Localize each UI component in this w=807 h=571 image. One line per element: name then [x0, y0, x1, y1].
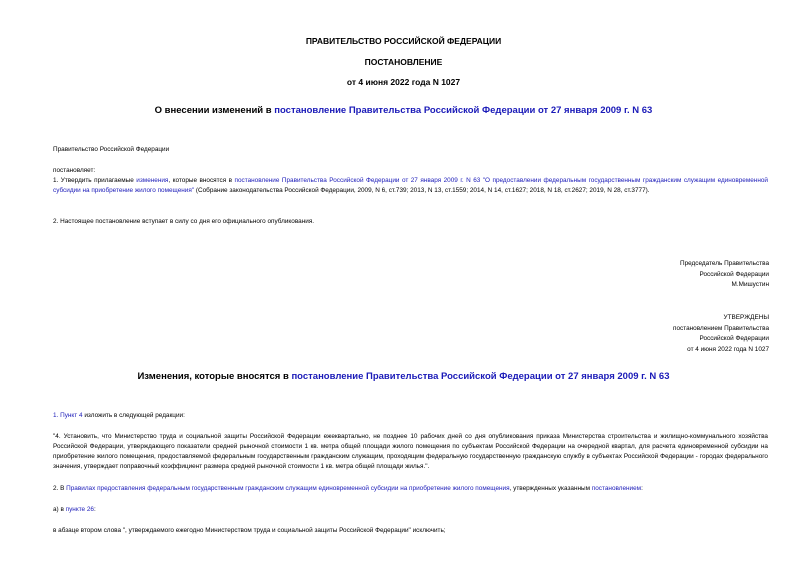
point-26-link[interactable]: пункте 26 [65, 506, 94, 513]
change-2-line [53, 484, 753, 494]
item-1-text-b: , которые вносятся в [168, 177, 235, 184]
changes-title [0, 371, 807, 382]
document-title [0, 105, 807, 116]
signature-name: М.Мишустин [731, 281, 769, 288]
decides-line: постановляет: [53, 167, 96, 174]
item-2-paragraph: 2. Настоящее постановление вступает в силу со дня его официального опубликования. [53, 218, 315, 225]
sub-a-amendment: в абзаце втором слова ", утверждаемого ежегодно Министерством труда и социальной защиты Российской Федерации" исключить; [53, 527, 446, 534]
change-1-line [53, 411, 185, 421]
approval-date: от 4 июня 2022 года N 1027 [687, 345, 769, 353]
title-link[interactable]: постановление Правительства Российской Федерации от 27 января 2009 г. N 63 [274, 105, 653, 116]
resolution-link[interactable]: постановлением [591, 485, 642, 492]
approval-line-2: постановлением Правительства [673, 324, 769, 332]
item-1-text-c: (Собрание законодательства Российской Федерации, 2009, N 6, ст.739; 2013, N 13, ст.1559; 2014, N 14, ст.1627; 2018, N 18, ст.2627; 2019, N 28, ст.3777). [194, 187, 650, 194]
doc-type-heading: ПОСТАНОВЛЕНИЕ [364, 57, 443, 67]
approval-line-3: Российской Федерации [699, 335, 769, 342]
resolution-63-link[interactable]: постановление Правительства Российской Федерации от 27 января 2009 г. N 63 "О предоставлении федеральным государственным гражданским служащим единовременной субсидии на приобретение жилого помещения" [53, 177, 768, 194]
sub-a-text-a: а) в [53, 506, 66, 513]
point-4-quote: "4. Установить, что Министерство труда и социальной защиты Российской Федерации ежеквартально, не позднее 10 рабочих дней со дня опубликования приказа Министерства строительства и жилищно-коммунального хозяйства Российской Федерации, утверждающего показатели средней рыночной стоимости 1 кв. метра общей площади жилого помещения по субъектам Российской Федерации на очередной квартал, для расчета единовременной субсидии на приобретение жилого помещения, предоставляемой федеральным государственным гражданским служащим, проходящим федеральную государственную гражданскую службу в субъектах Российской Федерации - городах федерального значения, утверждает поправочный коэффициент размера средней рыночной стоимости 1 кв. метра общей площади жилья.". [53, 433, 768, 470]
approval-heading: УТВЕРЖДЕНЫ [723, 314, 769, 321]
change-1-number: 1. [53, 412, 61, 419]
signature-position: Председатель Правительства [680, 260, 769, 267]
item-1-paragraph [27, 176, 768, 196]
changes-link[interactable]: изменения [136, 177, 169, 184]
point-4-link[interactable]: Пункт 4 [60, 412, 83, 419]
sub-a-text-b: : [94, 506, 96, 513]
doc-date: от 4 июня 2022 года N 1027 [346, 77, 461, 87]
issuer-line: Правительство Российской Федерации [53, 146, 170, 153]
change-2-text-a: 2. В [53, 485, 67, 492]
government-header: ПРАВИТЕЛЬСТВО РОССИЙСКОЙ ФЕДЕРАЦИИ [305, 36, 502, 46]
change-2-text-b: , утвержденных указанным [509, 485, 592, 492]
rules-link[interactable]: Правилах предоставления федеральным государственным гражданским служащим единовременной субсидии на приобретение жилого помещения [66, 485, 510, 492]
item-1-text-a: 1. Утвердить прилагаемые [53, 177, 137, 184]
change-2-text-c: : [641, 485, 643, 492]
changes-title-prefix: Изменения, которые вносятся в [137, 371, 292, 382]
signature-org: Российской Федерации [699, 270, 769, 278]
changes-title-link[interactable]: постановление Правительства Российской Федерации от 27 января 2009 г. N 63 [291, 371, 670, 382]
signature-block [680, 259, 769, 291]
title-prefix: О внесении изменений в [154, 105, 275, 116]
sub-a-line [53, 505, 96, 515]
change-1-rest: изложить в следующей редакции: [82, 412, 185, 419]
approval-block [673, 313, 769, 355]
